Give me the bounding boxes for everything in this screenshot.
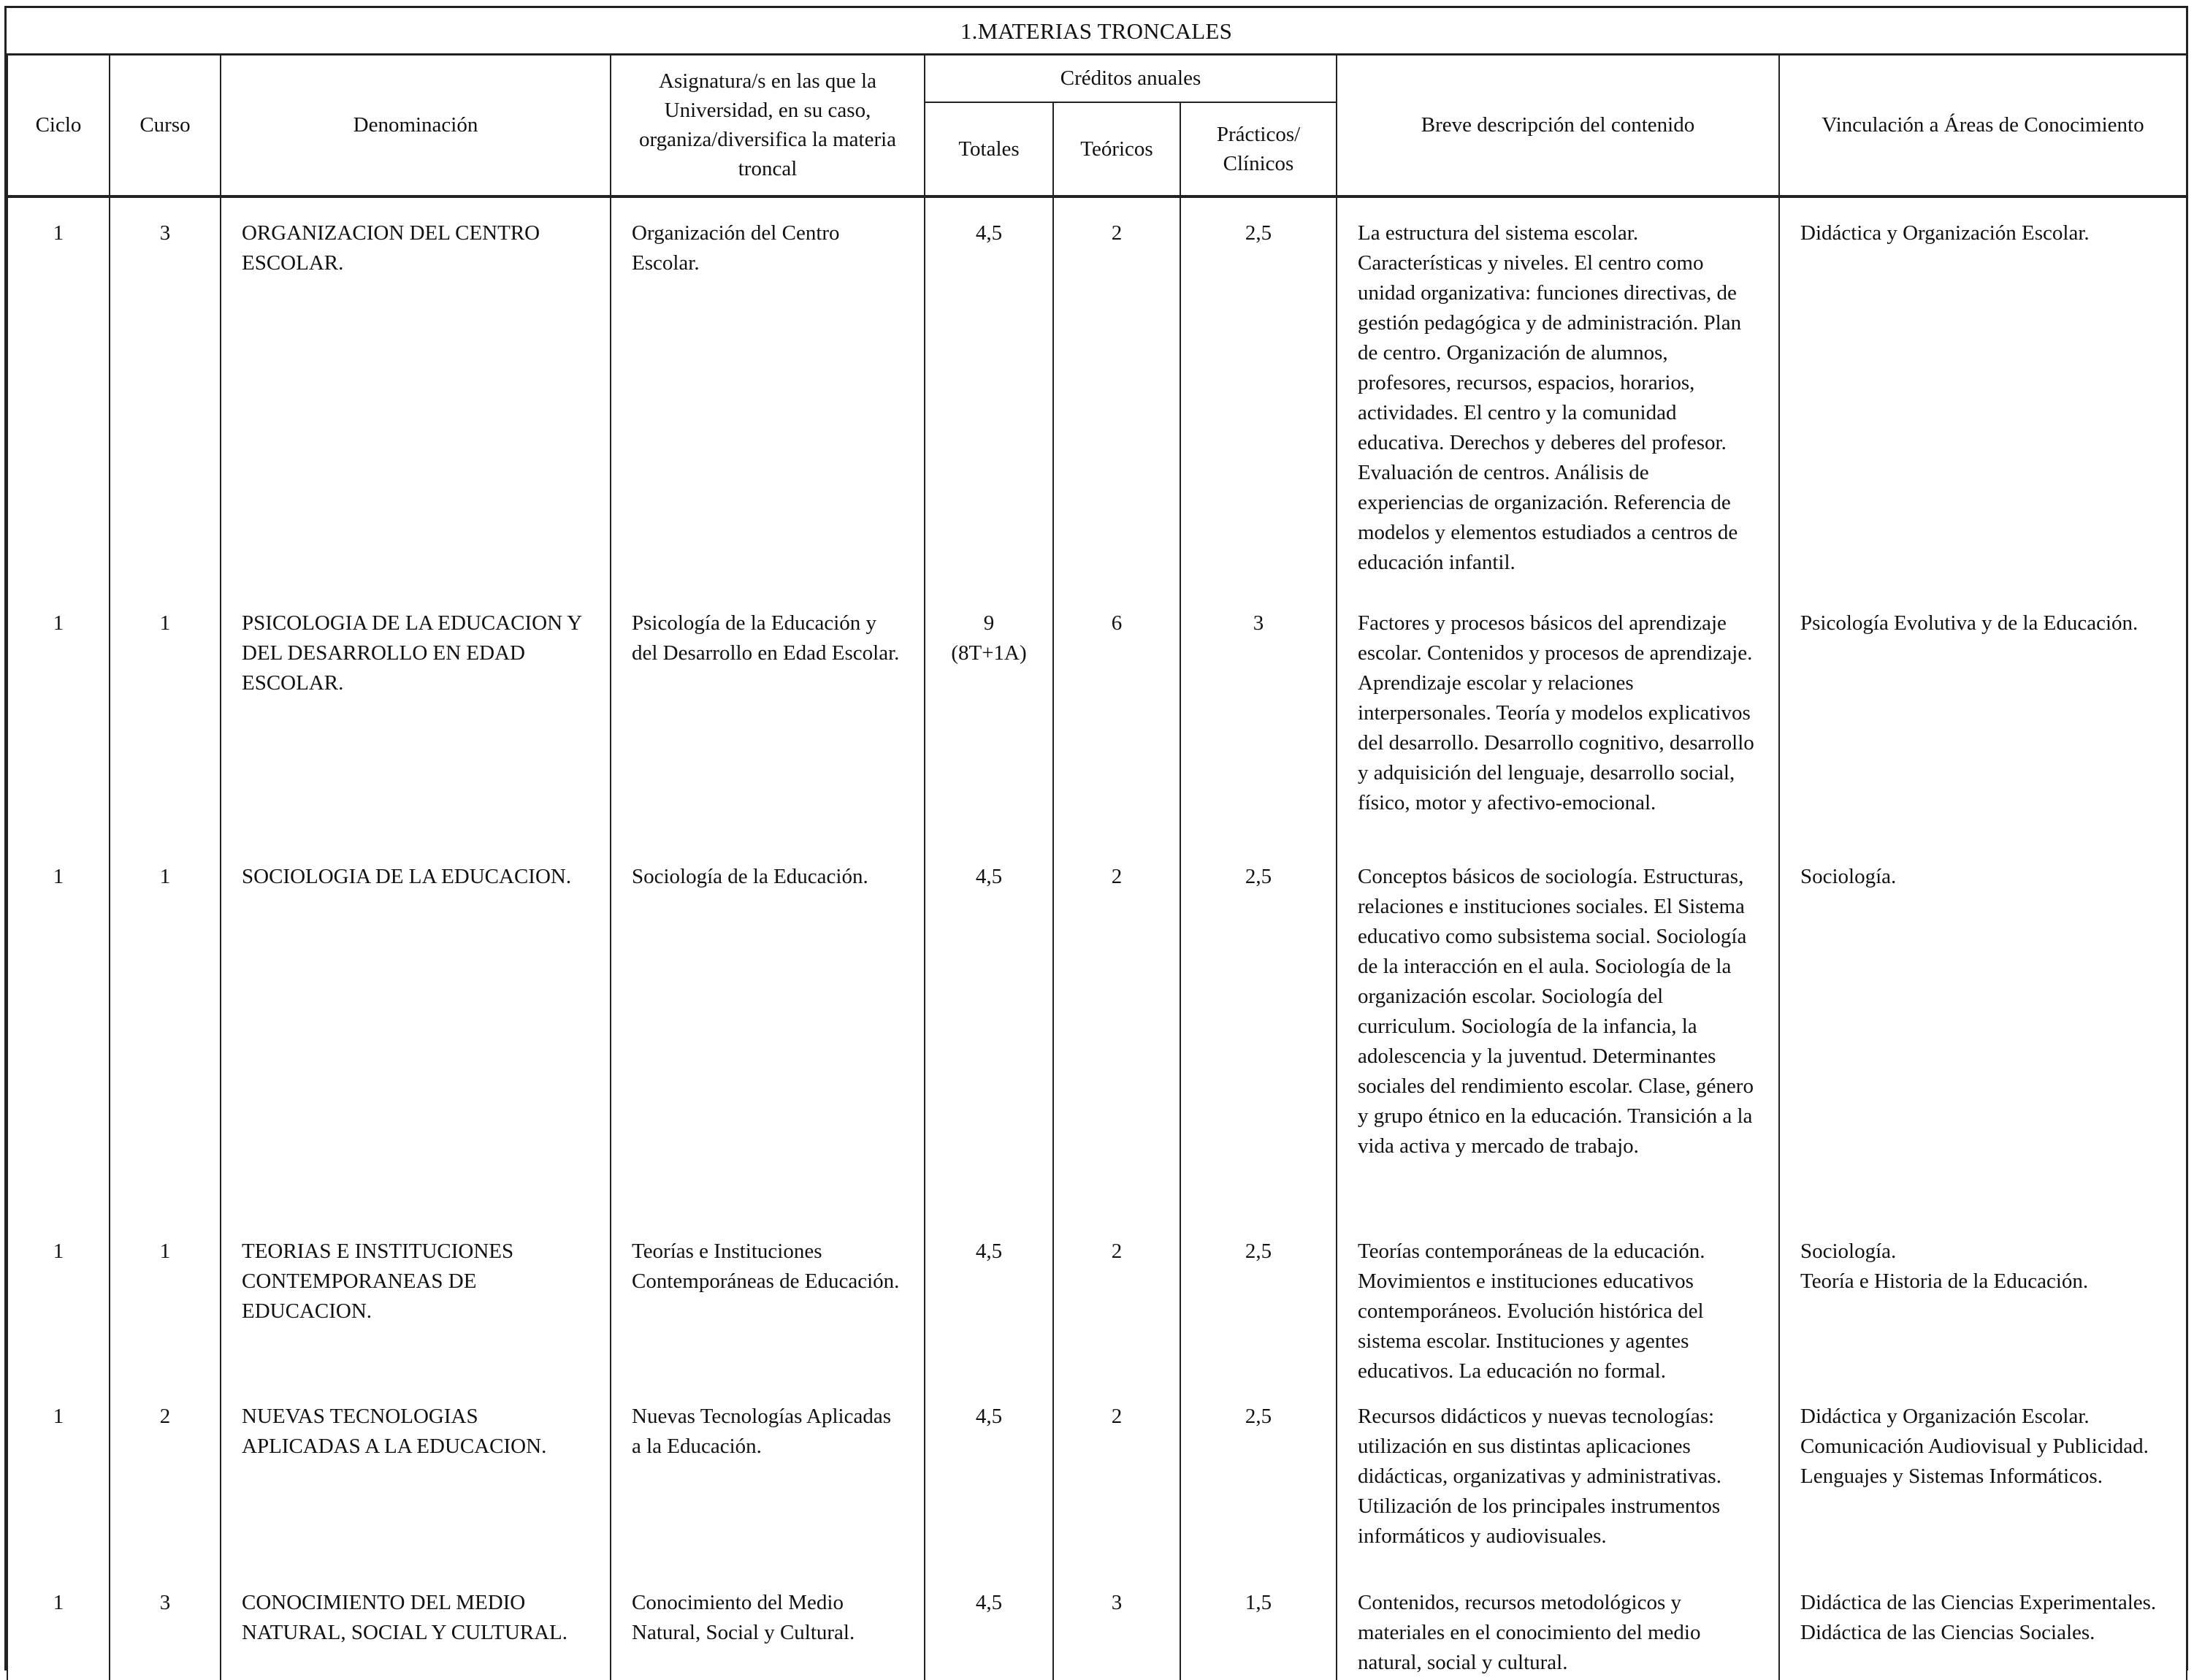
table-row bbox=[7, 1226, 2187, 1391]
cell-vinculacion: Didáctica y Organización Escolar. Comunicación Audiovisual y Publicidad. Lenguajes y Sistemas Informáticos. bbox=[1779, 1391, 2187, 1578]
cell-ciclo: 1 bbox=[7, 852, 110, 1226]
table-row bbox=[7, 1578, 2187, 1680]
cell-curso: 1 bbox=[110, 852, 221, 1226]
header-creditos-anuales: Créditos anuales bbox=[925, 54, 1337, 102]
header-totales: Totales bbox=[925, 102, 1053, 196]
cell-denominacion: TEORIAS E INSTITUCIONES CONTEMPORANEAS DE EDUCACION. bbox=[221, 1226, 611, 1391]
cell-vinculacion: Psicología Evolutiva y de la Educación. bbox=[1779, 598, 2187, 852]
cell-teoricos: 2 bbox=[1053, 1391, 1180, 1578]
cell-teoricos: 2 bbox=[1053, 208, 1180, 598]
cell-totales: 9 (8T+1A) bbox=[925, 598, 1053, 852]
header-asignatura: Asignatura/s en las que la Universidad, en su caso, organiza/diversifica la materia troncal bbox=[611, 54, 925, 196]
cell-ciclo: 1 bbox=[7, 1226, 110, 1391]
cell-asignatura: Teorías e Instituciones Contemporáneas de Educación. bbox=[611, 1226, 925, 1391]
header-ciclo: Ciclo bbox=[7, 54, 110, 196]
header-teoricos: Teóricos bbox=[1053, 102, 1180, 196]
header-descripcion: Breve descripción del contenido bbox=[1337, 54, 1779, 196]
cell-teoricos: 2 bbox=[1053, 1226, 1180, 1391]
cell-ciclo: 1 bbox=[7, 1391, 110, 1578]
cell-curso: 1 bbox=[110, 598, 221, 852]
cell-denominacion: PSICOLOGIA DE LA EDUCACION Y DEL DESARROLLO EN EDAD ESCOLAR. bbox=[221, 598, 611, 852]
cell-vinculacion: Sociología. Teoría e Historia de la Educación. bbox=[1779, 1226, 2187, 1391]
table-row bbox=[7, 852, 2187, 1226]
cell-totales: 4,5 bbox=[925, 1578, 1053, 1680]
header-vinculacion: Vinculación a Áreas de Conocimiento bbox=[1779, 54, 2187, 196]
cell-curso: 2 bbox=[110, 1391, 221, 1578]
cell-practicos: 2,5 bbox=[1180, 1391, 1337, 1578]
cell-descripcion: Factores y procesos básicos del aprendizaje escolar. Contenidos y procesos de aprendizaje. Aprendizaje escolar y relaciones interpersonales. Teoría y modelos explicativos del desarrollo. Desarrollo cognitivo, desarrollo y adquisición del lenguaje, desarrollo social, físico, motor y afectivo-emocional. bbox=[1337, 598, 1779, 852]
cell-practicos: 1,5 bbox=[1180, 1578, 1337, 1680]
cell-ciclo: 1 bbox=[7, 1578, 110, 1680]
cell-teoricos: 2 bbox=[1053, 852, 1180, 1226]
header-curso: Curso bbox=[110, 54, 221, 196]
cell-curso: 1 bbox=[110, 1226, 221, 1391]
cell-descripcion: Contenidos, recursos metodológicos y materiales en el conocimiento del medio natural, social y cultural. bbox=[1337, 1578, 1779, 1680]
cell-asignatura: Conocimiento del Medio Natural, Social y Cultural. bbox=[611, 1578, 925, 1680]
cell-practicos: 2,5 bbox=[1180, 208, 1337, 598]
cell-asignatura: Nuevas Tecnologías Aplicadas a la Educación. bbox=[611, 1391, 925, 1578]
cell-curso: 3 bbox=[110, 208, 221, 598]
cell-denominacion: CONOCIMIENTO DEL MEDIO NATURAL, SOCIAL Y CULTURAL. bbox=[221, 1578, 611, 1680]
cell-vinculacion: Didáctica de las Ciencias Experimentales. Didáctica de las Ciencias Sociales. bbox=[1779, 1578, 2187, 1680]
cell-denominacion: SOCIOLOGIA DE LA EDUCACION. bbox=[221, 852, 611, 1226]
header-denominacion: Denominación bbox=[221, 54, 611, 196]
table-row bbox=[7, 1391, 2187, 1578]
table-title: 1.MATERIAS TRONCALES bbox=[4, 6, 2188, 56]
table-row bbox=[7, 598, 2187, 852]
cell-descripcion: La estructura del sistema escolar. Características y niveles. El centro como unidad organizativa: funciones directivas, de gestión pedagógica y de administración. Plan de centro. Organización de alumnos, profesores, recursos, espacios, horarios, actividades. El centro y la comunidad educativa. Derechos y deberes del profesor. Evaluación de centros. Análisis de experiencias de organización. Referencia de modelos y elementos estudiados a centros de educación infantil. bbox=[1337, 208, 1779, 598]
cell-teoricos: 6 bbox=[1053, 598, 1180, 852]
cell-descripcion: Conceptos básicos de sociología. Estructuras, relaciones e instituciones sociales. El Sistema educativo como subsistema social. Sociología de la interacción en el aula. Sociología de la organización escolar. Sociología del curriculum. Sociología de la infancia, la adolescencia y la juventud. Determinantes sociales del rendimiento escolar. Clase, género y grupo étnico en la educación. Transición a la vida activa y mercado de trabajo. bbox=[1337, 852, 1779, 1226]
cell-asignatura: Sociología de la Educación. bbox=[611, 852, 925, 1226]
table-row bbox=[7, 208, 2187, 598]
cell-descripcion: Teorías contemporáneas de la educación. Movimientos e instituciones educativos contemporáneos. Evolución histórica del sistema escolar. Instituciones y agentes educativos. La educación no formal. bbox=[1337, 1226, 1779, 1391]
cell-totales: 4,5 bbox=[925, 208, 1053, 598]
cell-practicos: 3 bbox=[1180, 598, 1337, 852]
cell-vinculacion: Sociología. bbox=[1779, 852, 2187, 1226]
cell-denominacion: NUEVAS TECNOLOGIAS APLICADAS A LA EDUCACION. bbox=[221, 1391, 611, 1578]
cell-asignatura: Psicología de la Educación y del Desarrollo en Edad Escolar. bbox=[611, 598, 925, 852]
header-practicos: Prácticos/ Clínicos bbox=[1180, 102, 1337, 196]
cell-totales: 4,5 bbox=[925, 1226, 1053, 1391]
cell-ciclo: 1 bbox=[7, 598, 110, 852]
cell-totales: 4,5 bbox=[925, 1391, 1053, 1578]
cell-practicos: 2,5 bbox=[1180, 1226, 1337, 1391]
cell-asignatura: Organización del Centro Escolar. bbox=[611, 208, 925, 598]
cell-vinculacion: Didáctica y Organización Escolar. bbox=[1779, 208, 2187, 598]
cell-denominacion: ORGANIZACION DEL CENTRO ESCOLAR. bbox=[221, 208, 611, 598]
cell-teoricos: 3 bbox=[1053, 1578, 1180, 1680]
cell-descripcion: Recursos didácticos y nuevas tecnologías: utilización en sus distintas aplicaciones didácticas, organizativas y administrativas. Utilización de los principales instrumentos informáticos y audiovisuales. bbox=[1337, 1391, 1779, 1578]
cell-totales: 4,5 bbox=[925, 852, 1053, 1226]
cell-ciclo: 1 bbox=[7, 208, 110, 598]
cell-curso: 3 bbox=[110, 1578, 221, 1680]
cell-practicos: 2,5 bbox=[1180, 852, 1337, 1226]
materias-table bbox=[7, 53, 2187, 1680]
